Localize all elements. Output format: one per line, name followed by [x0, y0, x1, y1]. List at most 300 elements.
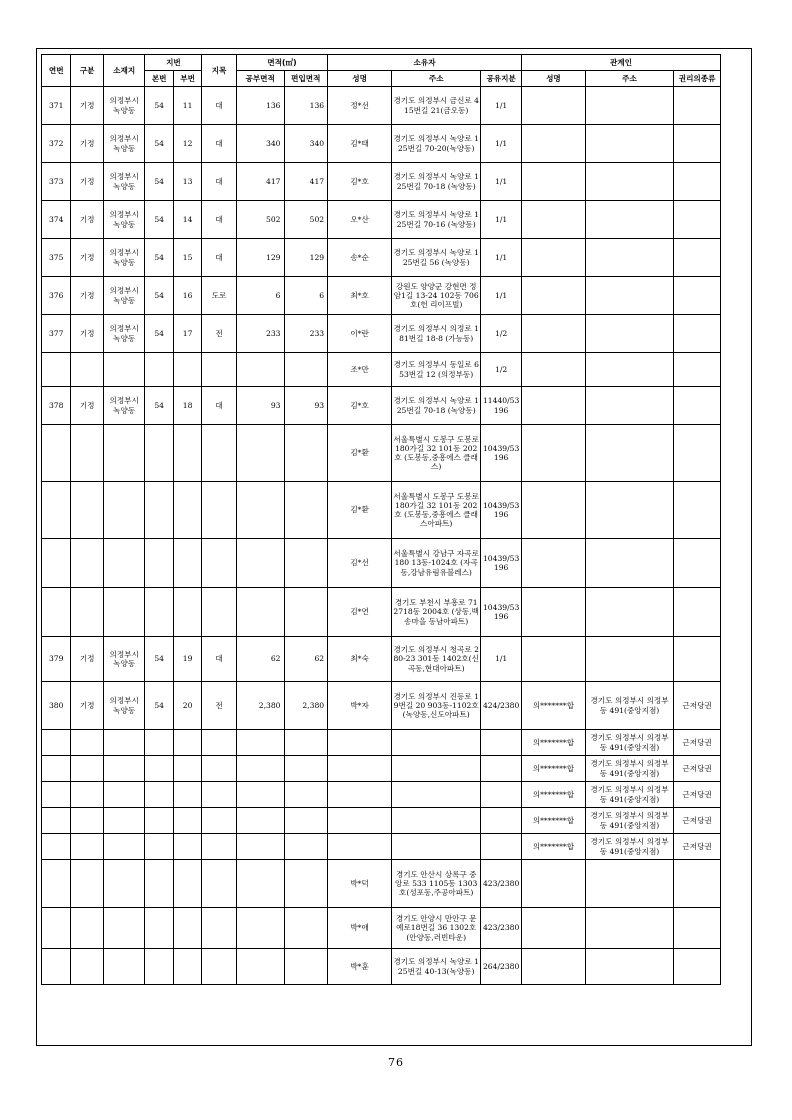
cell-type [71, 908, 103, 949]
cell-area-official [236, 588, 284, 637]
cell-area-official [236, 782, 284, 808]
cell-rights-type: 근저당권 [674, 756, 721, 782]
cell-category [202, 425, 237, 482]
header-category: 지목 [202, 55, 237, 87]
cell-area-official: 62 [236, 637, 284, 682]
cell-serial [42, 588, 71, 637]
cell-location [103, 782, 145, 808]
cell-serial [42, 782, 71, 808]
cell-main [145, 588, 173, 637]
cell-rights-address: 경기도 의정부시 의정부동 491(중앙지점) [585, 682, 673, 730]
cell-share: 1/1 [481, 163, 522, 201]
cell-rights-address [585, 163, 673, 201]
cell-sub [173, 588, 201, 637]
cell-serial: 380 [42, 682, 71, 730]
cell-category [202, 482, 237, 539]
cell-sub [173, 908, 201, 949]
cell-owner-name: 최*호 [328, 277, 392, 315]
cell-type: 기정 [71, 87, 103, 125]
cell-type [71, 539, 103, 588]
table-row [42, 808, 721, 834]
header-owner-name: 성명 [328, 71, 392, 87]
cell-owner-address: 경기도 의정부시 녹양로 125번길 56 (녹양동) [392, 239, 481, 277]
cell-owner-address: 경기도 의정부시 금신로 415번길 21(금오동) [392, 87, 481, 125]
cell-rights-type [674, 239, 721, 277]
cell-rights-type: 근저당권 [674, 730, 721, 756]
cell-rights-address [585, 353, 673, 387]
cell-rights-type: 근저당권 [674, 834, 721, 860]
cell-share: 10439/53196 [481, 588, 522, 637]
cell-owner-address [392, 782, 481, 808]
cell-owner-name: 김*선 [328, 539, 392, 588]
cell-rights-name [521, 949, 585, 985]
cell-area-included [284, 756, 328, 782]
cell-share: 11440/53196 [481, 387, 522, 425]
cell-owner-address: 경기도 의정부시 녹양로 125번길 40-13(녹양동) [392, 949, 481, 985]
table-row [42, 201, 721, 239]
cell-owner-name: 오*산 [328, 201, 392, 239]
cell-area-included [284, 588, 328, 637]
cell-rights-name [521, 387, 585, 425]
cell-area-official [236, 353, 284, 387]
cell-main [145, 482, 173, 539]
cell-rights-type [674, 163, 721, 201]
cell-owner-name: 박*애 [328, 908, 392, 949]
cell-serial: 375 [42, 239, 71, 277]
cell-rights-address [585, 425, 673, 482]
cell-owner-name [328, 756, 392, 782]
cell-owner-address: 경기도 의정부시 진등로 19번길 20 903동-1102호 (녹양동,신도아파트) [392, 682, 481, 730]
table-row [42, 125, 721, 163]
cell-location: 의정부시 녹양동 [103, 315, 145, 353]
cell-serial [42, 425, 71, 482]
cell-rights-type [674, 353, 721, 387]
cell-main: 54 [145, 315, 173, 353]
cell-rights-name [521, 860, 585, 908]
cell-rights-type [674, 588, 721, 637]
cell-sub: 17 [173, 315, 201, 353]
cell-main [145, 808, 173, 834]
cell-rights-address [585, 125, 673, 163]
cell-type: 기정 [71, 163, 103, 201]
header-lot: 지번 [145, 55, 202, 71]
cell-area-included [284, 425, 328, 482]
cell-rights-name [521, 163, 585, 201]
cell-main: 54 [145, 201, 173, 239]
cell-owner-address [392, 730, 481, 756]
cell-main: 54 [145, 239, 173, 277]
cell-rights-name [521, 539, 585, 588]
table-row [42, 539, 721, 588]
cell-category: 대 [202, 201, 237, 239]
cell-main [145, 949, 173, 985]
cell-location: 의정부시 녹양동 [103, 387, 145, 425]
cell-main [145, 730, 173, 756]
cell-sub [173, 756, 201, 782]
cell-area-official [236, 808, 284, 834]
cell-type [71, 353, 103, 387]
cell-area-included: 2,380 [284, 682, 328, 730]
cell-category [202, 782, 237, 808]
cell-serial: 373 [42, 163, 71, 201]
cell-rights-address: 경기도 의정부시 의정부동 491(중앙지점) [585, 834, 673, 860]
cell-rights-name [521, 353, 585, 387]
cell-area-included [284, 730, 328, 756]
cell-category [202, 730, 237, 756]
cell-main [145, 539, 173, 588]
cell-main: 54 [145, 163, 173, 201]
cell-main [145, 908, 173, 949]
cell-share: 1/2 [481, 315, 522, 353]
cell-serial: 371 [42, 87, 71, 125]
cell-location [103, 353, 145, 387]
table-row [42, 588, 721, 637]
cell-type: 기정 [71, 125, 103, 163]
cell-rights-address [585, 239, 673, 277]
header-area: 면적(㎡) [236, 55, 327, 71]
cell-serial: 378 [42, 387, 71, 425]
cell-main: 54 [145, 637, 173, 682]
cell-location [103, 539, 145, 588]
cell-rights-address [585, 482, 673, 539]
cell-rights-name [521, 482, 585, 539]
cell-sub [173, 539, 201, 588]
cell-sub: 12 [173, 125, 201, 163]
cell-category [202, 834, 237, 860]
cell-category: 대 [202, 163, 237, 201]
table-row [42, 908, 721, 949]
cell-category [202, 949, 237, 985]
cell-type [71, 482, 103, 539]
cell-owner-address: 경기도 안산시 상록구 중앙로 533 1105동 1303호(성포동,주공아파트) [392, 860, 481, 908]
cell-location: 의정부시 녹양동 [103, 163, 145, 201]
header-area-included: 편입면적 [284, 71, 328, 87]
cell-owner-address [392, 756, 481, 782]
cell-main [145, 353, 173, 387]
cell-share [481, 808, 522, 834]
cell-serial [42, 482, 71, 539]
cell-category: 도로 [202, 277, 237, 315]
cell-type [71, 756, 103, 782]
cell-owner-name: 김*환 [328, 482, 392, 539]
cell-type [71, 588, 103, 637]
cell-location [103, 588, 145, 637]
cell-rights-type [674, 425, 721, 482]
cell-category [202, 756, 237, 782]
cell-rights-address [585, 201, 673, 239]
cell-sub: 20 [173, 682, 201, 730]
cell-owner-name [328, 808, 392, 834]
cell-type [71, 860, 103, 908]
cell-category: 대 [202, 87, 237, 125]
cell-area-official [236, 834, 284, 860]
cell-location [103, 808, 145, 834]
cell-category [202, 860, 237, 908]
cell-rights-name: 의*******합 [521, 682, 585, 730]
cell-owner-name: 김*연 [328, 588, 392, 637]
cell-serial: 377 [42, 315, 71, 353]
table-row [42, 163, 721, 201]
cell-rights-type: 근저당권 [674, 682, 721, 730]
cell-sub [173, 730, 201, 756]
cell-share [481, 782, 522, 808]
cell-type [71, 425, 103, 482]
cell-owner-address: 경기도 의정부시 녹양로 125번길 70-16 (녹양동) [392, 201, 481, 239]
cell-location [103, 949, 145, 985]
cell-owner-address: 강원도 양양군 강현면 정암1길 13-24 102동 706호(헌 리이프빌) [392, 277, 481, 315]
header-area-official: 공부면적 [236, 71, 284, 87]
cell-sub: 14 [173, 201, 201, 239]
header-owner: 소유자 [328, 55, 522, 71]
cell-type [71, 834, 103, 860]
table-row [42, 756, 721, 782]
cell-sub [173, 425, 201, 482]
cell-location: 의정부시 녹양동 [103, 239, 145, 277]
table-row [42, 682, 721, 730]
table-row [42, 387, 721, 425]
header-rights-name: 성명 [521, 71, 585, 87]
cell-share: 424/2380 [481, 682, 522, 730]
cell-share: 264/2380 [481, 949, 522, 985]
cell-location [103, 834, 145, 860]
cell-area-official: 502 [236, 201, 284, 239]
cell-serial: 376 [42, 277, 71, 315]
cell-category: 대 [202, 637, 237, 682]
cell-rights-address: 경기도 의정부시 의정부동 491(중앙지점) [585, 782, 673, 808]
cell-area-included: 233 [284, 315, 328, 353]
cell-location [103, 730, 145, 756]
cell-area-official [236, 482, 284, 539]
cell-rights-type [674, 949, 721, 985]
cell-serial [42, 539, 71, 588]
cell-rights-address: 경기도 의정부시 의정부동 491(중앙지점) [585, 808, 673, 834]
cell-owner-name: 박*자 [328, 682, 392, 730]
cell-owner-address [392, 808, 481, 834]
cell-category [202, 539, 237, 588]
cell-owner-name: 박*덕 [328, 860, 392, 908]
cell-area-included [284, 860, 328, 908]
cell-type: 기정 [71, 239, 103, 277]
cell-owner-name: 김*환 [328, 425, 392, 482]
page-number: 76 [388, 1056, 404, 1069]
cell-area-included: 6 [284, 277, 328, 315]
cell-owner-address: 경기도 의정부시 녹양로 125번길 70-18 (녹양동) [392, 387, 481, 425]
cell-owner-name: 최*숙 [328, 637, 392, 682]
cell-location [103, 908, 145, 949]
header-lot-main: 본번 [145, 71, 173, 87]
cell-owner-name: 송*순 [328, 239, 392, 277]
cell-location: 의정부시 녹양동 [103, 637, 145, 682]
header-rights-address: 주소 [585, 71, 673, 87]
table-row [42, 239, 721, 277]
cell-rights-type [674, 860, 721, 908]
cell-serial: 379 [42, 637, 71, 682]
cell-owner-address: 서울특별시 강남구 자곡로 180 13동-1024호 (자곡동,강남유림유블레스) [392, 539, 481, 588]
cell-rights-type: 근저당권 [674, 808, 721, 834]
table-row [42, 277, 721, 315]
cell-main [145, 756, 173, 782]
cell-owner-address: 경기도 의정부시 동일로 653번길 12 (의정부동) [392, 353, 481, 387]
cell-type: 기정 [71, 315, 103, 353]
cell-rights-name [521, 125, 585, 163]
cell-owner-name [328, 834, 392, 860]
cell-area-official [236, 860, 284, 908]
cell-rights-type [674, 201, 721, 239]
cell-rights-type [674, 87, 721, 125]
cell-area-included [284, 949, 328, 985]
cell-rights-name: 의*******합 [521, 756, 585, 782]
cell-type: 기정 [71, 387, 103, 425]
cell-area-included [284, 353, 328, 387]
cell-serial: 372 [42, 125, 71, 163]
cell-main [145, 425, 173, 482]
cell-sub: 13 [173, 163, 201, 201]
cell-serial [42, 353, 71, 387]
cell-rights-type [674, 539, 721, 588]
cell-rights-address [585, 860, 673, 908]
cell-location [103, 425, 145, 482]
cell-share: 1/2 [481, 353, 522, 387]
table-row [42, 87, 721, 125]
cell-rights-address [585, 315, 673, 353]
cell-type [71, 949, 103, 985]
cell-serial [42, 834, 71, 860]
cell-main: 54 [145, 387, 173, 425]
cell-main: 54 [145, 87, 173, 125]
cell-sub: 18 [173, 387, 201, 425]
cell-rights-address [585, 949, 673, 985]
cell-owner-address: 서울특별시 도봉구 도봉로180가길 32 101동 202호 (도봉동,중흥에스 클래스아파트) [392, 482, 481, 539]
cell-type: 기정 [71, 637, 103, 682]
cell-rights-type [674, 387, 721, 425]
cell-share [481, 730, 522, 756]
cell-main [145, 834, 173, 860]
cell-area-included: 502 [284, 201, 328, 239]
cell-type [71, 730, 103, 756]
cell-main [145, 782, 173, 808]
cell-owner-name: 김*태 [328, 125, 392, 163]
table-row [42, 860, 721, 908]
cell-rights-address [585, 637, 673, 682]
cell-location [103, 482, 145, 539]
cell-category [202, 588, 237, 637]
cell-rights-address [585, 387, 673, 425]
cell-serial [42, 808, 71, 834]
cell-serial [42, 730, 71, 756]
cell-owner-name: 박*훈 [328, 949, 392, 985]
cell-area-included: 136 [284, 87, 328, 125]
cell-area-official [236, 756, 284, 782]
cell-serial [42, 908, 71, 949]
cell-location: 의정부시 녹양동 [103, 125, 145, 163]
cell-area-official [236, 908, 284, 949]
cell-area-official: 129 [236, 239, 284, 277]
land-ownership-table [41, 54, 721, 985]
cell-share: 423/2380 [481, 860, 522, 908]
cell-category: 대 [202, 125, 237, 163]
cell-share [481, 756, 522, 782]
cell-area-included: 129 [284, 239, 328, 277]
cell-area-official [236, 425, 284, 482]
table-row [42, 315, 721, 353]
cell-sub: 15 [173, 239, 201, 277]
cell-sub [173, 482, 201, 539]
cell-serial [42, 756, 71, 782]
cell-category: 전 [202, 315, 237, 353]
cell-rights-address [585, 588, 673, 637]
header-owner-address: 주소 [392, 71, 481, 87]
cell-area-included [284, 834, 328, 860]
cell-owner-name [328, 782, 392, 808]
header-owner-share: 공유지분 [481, 71, 522, 87]
cell-share: 1/1 [481, 87, 522, 125]
cell-serial [42, 949, 71, 985]
cell-sub [173, 834, 201, 860]
cell-owner-name: 이*란 [328, 315, 392, 353]
cell-rights-address [585, 908, 673, 949]
cell-rights-name [521, 908, 585, 949]
cell-rights-name: 의*******합 [521, 808, 585, 834]
cell-sub: 11 [173, 87, 201, 125]
cell-sub [173, 808, 201, 834]
cell-owner-address [392, 834, 481, 860]
cell-owner-address: 경기도 의정부시 청곡로 280-23 301동 1402호(신곡동,현대아파트) [392, 637, 481, 682]
cell-location: 의정부시 녹양동 [103, 277, 145, 315]
cell-rights-address [585, 539, 673, 588]
cell-area-included [284, 539, 328, 588]
cell-location: 의정부시 녹양동 [103, 201, 145, 239]
cell-share: 10439/53196 [481, 425, 522, 482]
cell-area-included [284, 808, 328, 834]
table-row [42, 637, 721, 682]
cell-owner-name: 조*만 [328, 353, 392, 387]
cell-type [71, 782, 103, 808]
table-row [42, 782, 721, 808]
cell-sub [173, 353, 201, 387]
cell-location: 의정부시 녹양동 [103, 682, 145, 730]
cell-rights-name [521, 201, 585, 239]
cell-share [481, 834, 522, 860]
cell-category [202, 353, 237, 387]
cell-rights-address [585, 277, 673, 315]
cell-share: 1/1 [481, 277, 522, 315]
cell-share: 1/1 [481, 239, 522, 277]
cell-rights-name: 의*******합 [521, 834, 585, 860]
cell-area-included: 340 [284, 125, 328, 163]
cell-type: 기정 [71, 201, 103, 239]
cell-area-official: 233 [236, 315, 284, 353]
cell-rights-address: 경기도 의정부시 의정부동 491(중앙지점) [585, 756, 673, 782]
cell-owner-address: 경기도 의정부시 의정로 181번길 18-8 (가능동) [392, 315, 481, 353]
cell-owner-name [328, 730, 392, 756]
table-header [42, 55, 721, 87]
cell-area-official: 93 [236, 387, 284, 425]
cell-area-included: 417 [284, 163, 328, 201]
cell-owner-address: 경기도 의정부시 녹양로 125번길 70-20(녹양동) [392, 125, 481, 163]
cell-rights-type [674, 315, 721, 353]
cell-category: 대 [202, 387, 237, 425]
cell-area-included: 62 [284, 637, 328, 682]
cell-owner-address: 경기도 안양시 만안구 문예로18번길 36 1302호 (안양동,러빈타운) [392, 908, 481, 949]
cell-area-included [284, 908, 328, 949]
cell-share: 423/2380 [481, 908, 522, 949]
table-row [42, 949, 721, 985]
cell-serial [42, 860, 71, 908]
cell-main [145, 860, 173, 908]
cell-main: 54 [145, 682, 173, 730]
cell-share: 10439/53196 [481, 539, 522, 588]
cell-owner-address: 서울특별시 도봉구 도봉로180가길 32 101동 202호 (도봉동,중흥에스 클래스) [392, 425, 481, 482]
